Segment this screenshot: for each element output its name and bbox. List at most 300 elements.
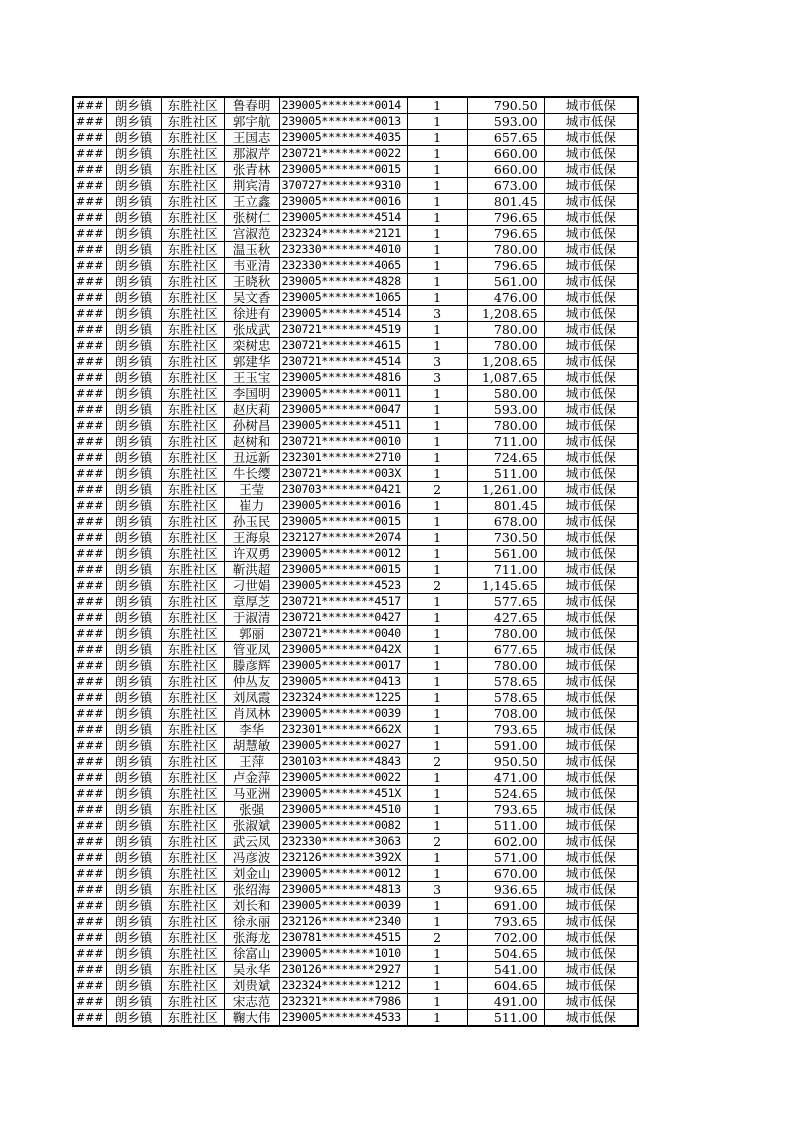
name-cell: 徐富山 [224, 946, 279, 962]
table-row [73, 834, 638, 850]
assistance-type-cell: 城市低保 [544, 738, 638, 754]
town-cell: 朗乡镇 [106, 578, 161, 594]
row-number-cell: ### [73, 1010, 106, 1027]
community-cell: 东胜社区 [161, 690, 224, 706]
community-cell: 东胜社区 [161, 642, 224, 658]
row-number-cell: ### [73, 178, 106, 194]
assistance-type-cell: 城市低保 [544, 258, 638, 274]
name-cell: 郭建华 [224, 354, 279, 370]
community-cell: 东胜社区 [161, 466, 224, 482]
row-number-cell: ### [73, 962, 106, 978]
id-number-cell: 230721********0022 [279, 146, 407, 162]
table-row [73, 290, 638, 306]
row-number-cell: ### [73, 450, 106, 466]
community-cell: 东胜社区 [161, 802, 224, 818]
table-row [73, 354, 638, 370]
amount-cell: 673.00 [467, 178, 544, 194]
id-number-cell: 230721********4514 [279, 354, 407, 370]
household-count-cell: 1 [407, 658, 467, 674]
table-row [73, 946, 638, 962]
table-row [73, 930, 638, 946]
table-row [73, 258, 638, 274]
town-cell: 朗乡镇 [106, 978, 161, 994]
table-row [73, 97, 638, 114]
assistance-type-cell: 城市低保 [544, 226, 638, 242]
table-row [73, 242, 638, 258]
table-row [73, 162, 638, 178]
community-cell: 东胜社区 [161, 818, 224, 834]
id-number-cell: 232324********1225 [279, 690, 407, 706]
table-row [73, 386, 638, 402]
name-cell: 赵树和 [224, 434, 279, 450]
town-cell: 朗乡镇 [106, 610, 161, 626]
community-cell: 东胜社区 [161, 130, 224, 146]
name-cell: 崔力 [224, 498, 279, 514]
community-cell: 东胜社区 [161, 962, 224, 978]
amount-cell: 1,208.65 [467, 354, 544, 370]
town-cell: 朗乡镇 [106, 178, 161, 194]
table-row [73, 754, 638, 770]
row-number-cell: ### [73, 914, 106, 930]
name-cell: 张强 [224, 802, 279, 818]
name-cell: 张绍海 [224, 882, 279, 898]
assistance-type-cell: 城市低保 [544, 114, 638, 130]
amount-cell: 780.00 [467, 242, 544, 258]
household-count-cell: 2 [407, 754, 467, 770]
table-row [73, 578, 638, 594]
town-cell: 朗乡镇 [106, 210, 161, 226]
assistance-type-cell: 城市低保 [544, 434, 638, 450]
row-number-cell: ### [73, 818, 106, 834]
amount-cell: 476.00 [467, 290, 544, 306]
row-number-cell: ### [73, 594, 106, 610]
community-cell: 东胜社区 [161, 866, 224, 882]
id-number-cell: 232324********2121 [279, 226, 407, 242]
id-number-cell: 239005********451X [279, 786, 407, 802]
id-number-cell: 239005********0082 [279, 818, 407, 834]
amount-cell: 561.00 [467, 546, 544, 562]
community-cell: 东胜社区 [161, 994, 224, 1010]
town-cell: 朗乡镇 [106, 402, 161, 418]
assistance-type-cell: 城市低保 [544, 274, 638, 290]
table-row [73, 450, 638, 466]
amount-cell: 427.65 [467, 610, 544, 626]
town-cell: 朗乡镇 [106, 338, 161, 354]
household-count-cell: 3 [407, 306, 467, 322]
amount-cell: 571.00 [467, 850, 544, 866]
community-cell: 东胜社区 [161, 594, 224, 610]
community-cell: 东胜社区 [161, 850, 224, 866]
town-cell: 朗乡镇 [106, 498, 161, 514]
row-number-cell: ### [73, 130, 106, 146]
town-cell: 朗乡镇 [106, 850, 161, 866]
table-row [73, 690, 638, 706]
name-cell: 李国明 [224, 386, 279, 402]
community-cell: 东胜社区 [161, 914, 224, 930]
table-row [73, 226, 638, 242]
household-count-cell: 1 [407, 274, 467, 290]
amount-cell: 1,208.65 [467, 306, 544, 322]
town-cell: 朗乡镇 [106, 146, 161, 162]
id-number-cell: 239005********0015 [279, 562, 407, 578]
household-count-cell: 1 [407, 146, 467, 162]
id-number-cell: 230126********2927 [279, 962, 407, 978]
name-cell: 栾树忠 [224, 338, 279, 354]
household-count-cell: 2 [407, 834, 467, 850]
table-row [73, 594, 638, 610]
town-cell: 朗乡镇 [106, 114, 161, 130]
community-cell: 东胜社区 [161, 626, 224, 642]
name-cell: 于淑清 [224, 610, 279, 626]
id-number-cell: 232330********4065 [279, 258, 407, 274]
name-cell: 温玉秋 [224, 242, 279, 258]
table-row [73, 626, 638, 642]
id-number-cell: 239005********0016 [279, 194, 407, 210]
name-cell: 马亚洲 [224, 786, 279, 802]
row-number-cell: ### [73, 786, 106, 802]
community-cell: 东胜社区 [161, 978, 224, 994]
amount-cell: 604.65 [467, 978, 544, 994]
household-count-cell: 1 [407, 498, 467, 514]
name-cell: 冯彦波 [224, 850, 279, 866]
household-count-cell: 1 [407, 514, 467, 530]
row-number-cell: ### [73, 610, 106, 626]
assistance-type-cell: 城市低保 [544, 882, 638, 898]
table-row [73, 418, 638, 434]
table-row [73, 114, 638, 130]
table-row [73, 674, 638, 690]
household-count-cell: 1 [407, 418, 467, 434]
community-cell: 东胜社区 [161, 674, 224, 690]
id-number-cell: 239005********0022 [279, 770, 407, 786]
row-number-cell: ### [73, 482, 106, 498]
amount-cell: 670.00 [467, 866, 544, 882]
row-number-cell: ### [73, 114, 106, 130]
town-cell: 朗乡镇 [106, 130, 161, 146]
table-row [73, 274, 638, 290]
id-number-cell: 239005********0012 [279, 866, 407, 882]
row-number-cell: ### [73, 578, 106, 594]
community-cell: 东胜社区 [161, 514, 224, 530]
community-cell: 东胜社区 [161, 178, 224, 194]
data-table [72, 96, 639, 1027]
table-row [73, 178, 638, 194]
town-cell: 朗乡镇 [106, 194, 161, 210]
town-cell: 朗乡镇 [106, 97, 161, 114]
town-cell: 朗乡镇 [106, 962, 161, 978]
table-row [73, 434, 638, 450]
household-count-cell: 1 [407, 642, 467, 658]
id-number-cell: 230721********0010 [279, 434, 407, 450]
community-cell: 东胜社区 [161, 242, 224, 258]
amount-cell: 471.00 [467, 770, 544, 786]
town-cell: 朗乡镇 [106, 482, 161, 498]
household-count-cell: 1 [407, 962, 467, 978]
town-cell: 朗乡镇 [106, 274, 161, 290]
id-number-cell: 239005********4828 [279, 274, 407, 290]
row-number-cell: ### [73, 322, 106, 338]
assistance-type-cell: 城市低保 [544, 962, 638, 978]
amount-cell: 578.65 [467, 690, 544, 706]
id-number-cell: 239005********0015 [279, 514, 407, 530]
id-number-cell: 232126********2340 [279, 914, 407, 930]
name-cell: 张树仁 [224, 210, 279, 226]
row-number-cell: ### [73, 562, 106, 578]
id-number-cell: 239005********4523 [279, 578, 407, 594]
table-row [73, 850, 638, 866]
row-number-cell: ### [73, 434, 106, 450]
amount-cell: 1,087.65 [467, 370, 544, 386]
household-count-cell: 1 [407, 978, 467, 994]
row-number-cell: ### [73, 338, 106, 354]
town-cell: 朗乡镇 [106, 354, 161, 370]
household-count-cell: 3 [407, 882, 467, 898]
row-number-cell: ### [73, 258, 106, 274]
assistance-type-cell: 城市低保 [544, 754, 638, 770]
row-number-cell: ### [73, 514, 106, 530]
table-body [73, 97, 638, 1026]
row-number-cell: ### [73, 658, 106, 674]
household-count-cell: 2 [407, 578, 467, 594]
amount-cell: 1,261.00 [467, 482, 544, 498]
household-count-cell: 1 [407, 162, 467, 178]
assistance-type-cell: 城市低保 [544, 354, 638, 370]
amount-cell: 780.00 [467, 658, 544, 674]
table-row [73, 306, 638, 322]
amount-cell: 602.00 [467, 834, 544, 850]
table-row [73, 482, 638, 498]
name-cell: 管亚凤 [224, 642, 279, 658]
household-count-cell: 1 [407, 322, 467, 338]
name-cell: 韦亚清 [224, 258, 279, 274]
row-number-cell: ### [73, 930, 106, 946]
assistance-type-cell: 城市低保 [544, 482, 638, 498]
household-count-cell: 1 [407, 594, 467, 610]
amount-cell: 691.00 [467, 898, 544, 914]
table-row [73, 882, 638, 898]
amount-cell: 936.65 [467, 882, 544, 898]
row-number-cell: ### [73, 466, 106, 482]
row-number-cell: ### [73, 994, 106, 1010]
amount-cell: 793.65 [467, 802, 544, 818]
amount-cell: 678.00 [467, 514, 544, 530]
id-number-cell: 232321********7986 [279, 994, 407, 1010]
id-number-cell: 232127********2074 [279, 530, 407, 546]
household-count-cell: 1 [407, 450, 467, 466]
id-number-cell: 239005********1065 [279, 290, 407, 306]
name-cell: 王立鑫 [224, 194, 279, 210]
community-cell: 东胜社区 [161, 418, 224, 434]
assistance-type-cell: 城市低保 [544, 450, 638, 466]
household-count-cell: 1 [407, 610, 467, 626]
row-number-cell: ### [73, 882, 106, 898]
amount-cell: 511.00 [467, 466, 544, 482]
assistance-type-cell: 城市低保 [544, 1010, 638, 1027]
row-number-cell: ### [73, 306, 106, 322]
id-number-cell: 239005********4511 [279, 418, 407, 434]
name-cell: 牛长缨 [224, 466, 279, 482]
assistance-type-cell: 城市低保 [544, 370, 638, 386]
name-cell: 李华 [224, 722, 279, 738]
town-cell: 朗乡镇 [106, 370, 161, 386]
name-cell: 刘金山 [224, 866, 279, 882]
community-cell: 东胜社区 [161, 97, 224, 114]
assistance-type-cell: 城市低保 [544, 722, 638, 738]
household-count-cell: 1 [407, 722, 467, 738]
town-cell: 朗乡镇 [106, 818, 161, 834]
id-number-cell: 239005********0047 [279, 402, 407, 418]
name-cell: 吴文香 [224, 290, 279, 306]
amount-cell: 780.00 [467, 626, 544, 642]
row-number-cell: ### [73, 722, 106, 738]
amount-cell: 793.65 [467, 914, 544, 930]
community-cell: 东胜社区 [161, 658, 224, 674]
row-number-cell: ### [73, 402, 106, 418]
household-count-cell: 1 [407, 706, 467, 722]
community-cell: 东胜社区 [161, 482, 224, 498]
town-cell: 朗乡镇 [106, 450, 161, 466]
town-cell: 朗乡镇 [106, 674, 161, 690]
id-number-cell: 230721********003X [279, 466, 407, 482]
community-cell: 东胜社区 [161, 754, 224, 770]
assistance-type-cell: 城市低保 [544, 850, 638, 866]
id-number-cell: 230703********0421 [279, 482, 407, 498]
household-count-cell: 1 [407, 210, 467, 226]
table-row [73, 786, 638, 802]
table-row [73, 546, 638, 562]
amount-cell: 711.00 [467, 562, 544, 578]
household-count-cell: 1 [407, 290, 467, 306]
name-cell: 靳洪超 [224, 562, 279, 578]
community-cell: 东胜社区 [161, 1010, 224, 1027]
id-number-cell: 239005********4514 [279, 210, 407, 226]
table-row [73, 994, 638, 1010]
name-cell: 宫淑范 [224, 226, 279, 242]
household-count-cell: 2 [407, 482, 467, 498]
table-row [73, 738, 638, 754]
amount-cell: 524.65 [467, 786, 544, 802]
name-cell: 刘长和 [224, 898, 279, 914]
town-cell: 朗乡镇 [106, 434, 161, 450]
name-cell: 王海泉 [224, 530, 279, 546]
amount-cell: 580.00 [467, 386, 544, 402]
table-row [73, 338, 638, 354]
household-count-cell: 1 [407, 434, 467, 450]
town-cell: 朗乡镇 [106, 322, 161, 338]
name-cell: 王莹 [224, 482, 279, 498]
amount-cell: 780.00 [467, 322, 544, 338]
town-cell: 朗乡镇 [106, 866, 161, 882]
household-count-cell: 1 [407, 1010, 467, 1027]
table-row [73, 914, 638, 930]
town-cell: 朗乡镇 [106, 802, 161, 818]
household-count-cell: 1 [407, 770, 467, 786]
community-cell: 东胜社区 [161, 770, 224, 786]
id-number-cell: 239005********0016 [279, 498, 407, 514]
community-cell: 东胜社区 [161, 322, 224, 338]
town-cell: 朗乡镇 [106, 690, 161, 706]
row-number-cell: ### [73, 226, 106, 242]
row-number-cell: ### [73, 386, 106, 402]
assistance-type-cell: 城市低保 [544, 466, 638, 482]
town-cell: 朗乡镇 [106, 882, 161, 898]
household-count-cell: 1 [407, 466, 467, 482]
row-number-cell: ### [73, 946, 106, 962]
assistance-type-cell: 城市低保 [544, 290, 638, 306]
assistance-type-cell: 城市低保 [544, 818, 638, 834]
community-cell: 东胜社区 [161, 210, 224, 226]
row-number-cell: ### [73, 802, 106, 818]
town-cell: 朗乡镇 [106, 626, 161, 642]
amount-cell: 796.65 [467, 258, 544, 274]
table-row [73, 1010, 638, 1027]
id-number-cell: 239005********0013 [279, 114, 407, 130]
town-cell: 朗乡镇 [106, 562, 161, 578]
assistance-type-cell: 城市低保 [544, 770, 638, 786]
community-cell: 东胜社区 [161, 258, 224, 274]
assistance-type-cell: 城市低保 [544, 146, 638, 162]
name-cell: 张成武 [224, 322, 279, 338]
name-cell: 那淑芹 [224, 146, 279, 162]
town-cell: 朗乡镇 [106, 930, 161, 946]
id-number-cell: 239005********4035 [279, 130, 407, 146]
row-number-cell: ### [73, 626, 106, 642]
name-cell: 徐永丽 [224, 914, 279, 930]
community-cell: 东胜社区 [161, 274, 224, 290]
community-cell: 东胜社区 [161, 354, 224, 370]
town-cell: 朗乡镇 [106, 418, 161, 434]
household-count-cell: 1 [407, 546, 467, 562]
amount-cell: 780.00 [467, 338, 544, 354]
assistance-type-cell: 城市低保 [544, 994, 638, 1010]
name-cell: 郭宇航 [224, 114, 279, 130]
community-cell: 东胜社区 [161, 306, 224, 322]
row-number-cell: ### [73, 162, 106, 178]
household-count-cell: 1 [407, 786, 467, 802]
town-cell: 朗乡镇 [106, 994, 161, 1010]
id-number-cell: 239005********4533 [279, 1010, 407, 1027]
town-cell: 朗乡镇 [106, 594, 161, 610]
row-number-cell: ### [73, 97, 106, 114]
assistance-type-cell: 城市低保 [544, 178, 638, 194]
name-cell: 仲丛友 [224, 674, 279, 690]
assistance-type-cell: 城市低保 [544, 898, 638, 914]
name-cell: 刘凤霞 [224, 690, 279, 706]
household-count-cell: 1 [407, 690, 467, 706]
household-count-cell: 2 [407, 930, 467, 946]
table-row [73, 866, 638, 882]
town-cell: 朗乡镇 [106, 914, 161, 930]
row-number-cell: ### [73, 530, 106, 546]
id-number-cell: 230721********4615 [279, 338, 407, 354]
assistance-type-cell: 城市低保 [544, 322, 638, 338]
community-cell: 东胜社区 [161, 162, 224, 178]
amount-cell: 491.00 [467, 994, 544, 1010]
row-number-cell: ### [73, 834, 106, 850]
name-cell: 郭丽 [224, 626, 279, 642]
town-cell: 朗乡镇 [106, 530, 161, 546]
row-number-cell: ### [73, 690, 106, 706]
row-number-cell: ### [73, 754, 106, 770]
name-cell: 肖凤林 [224, 706, 279, 722]
household-count-cell: 1 [407, 626, 467, 642]
town-cell: 朗乡镇 [106, 754, 161, 770]
assistance-type-cell: 城市低保 [544, 706, 638, 722]
assistance-type-cell: 城市低保 [544, 690, 638, 706]
community-cell: 东胜社区 [161, 706, 224, 722]
name-cell: 王萍 [224, 754, 279, 770]
amount-cell: 796.65 [467, 226, 544, 242]
